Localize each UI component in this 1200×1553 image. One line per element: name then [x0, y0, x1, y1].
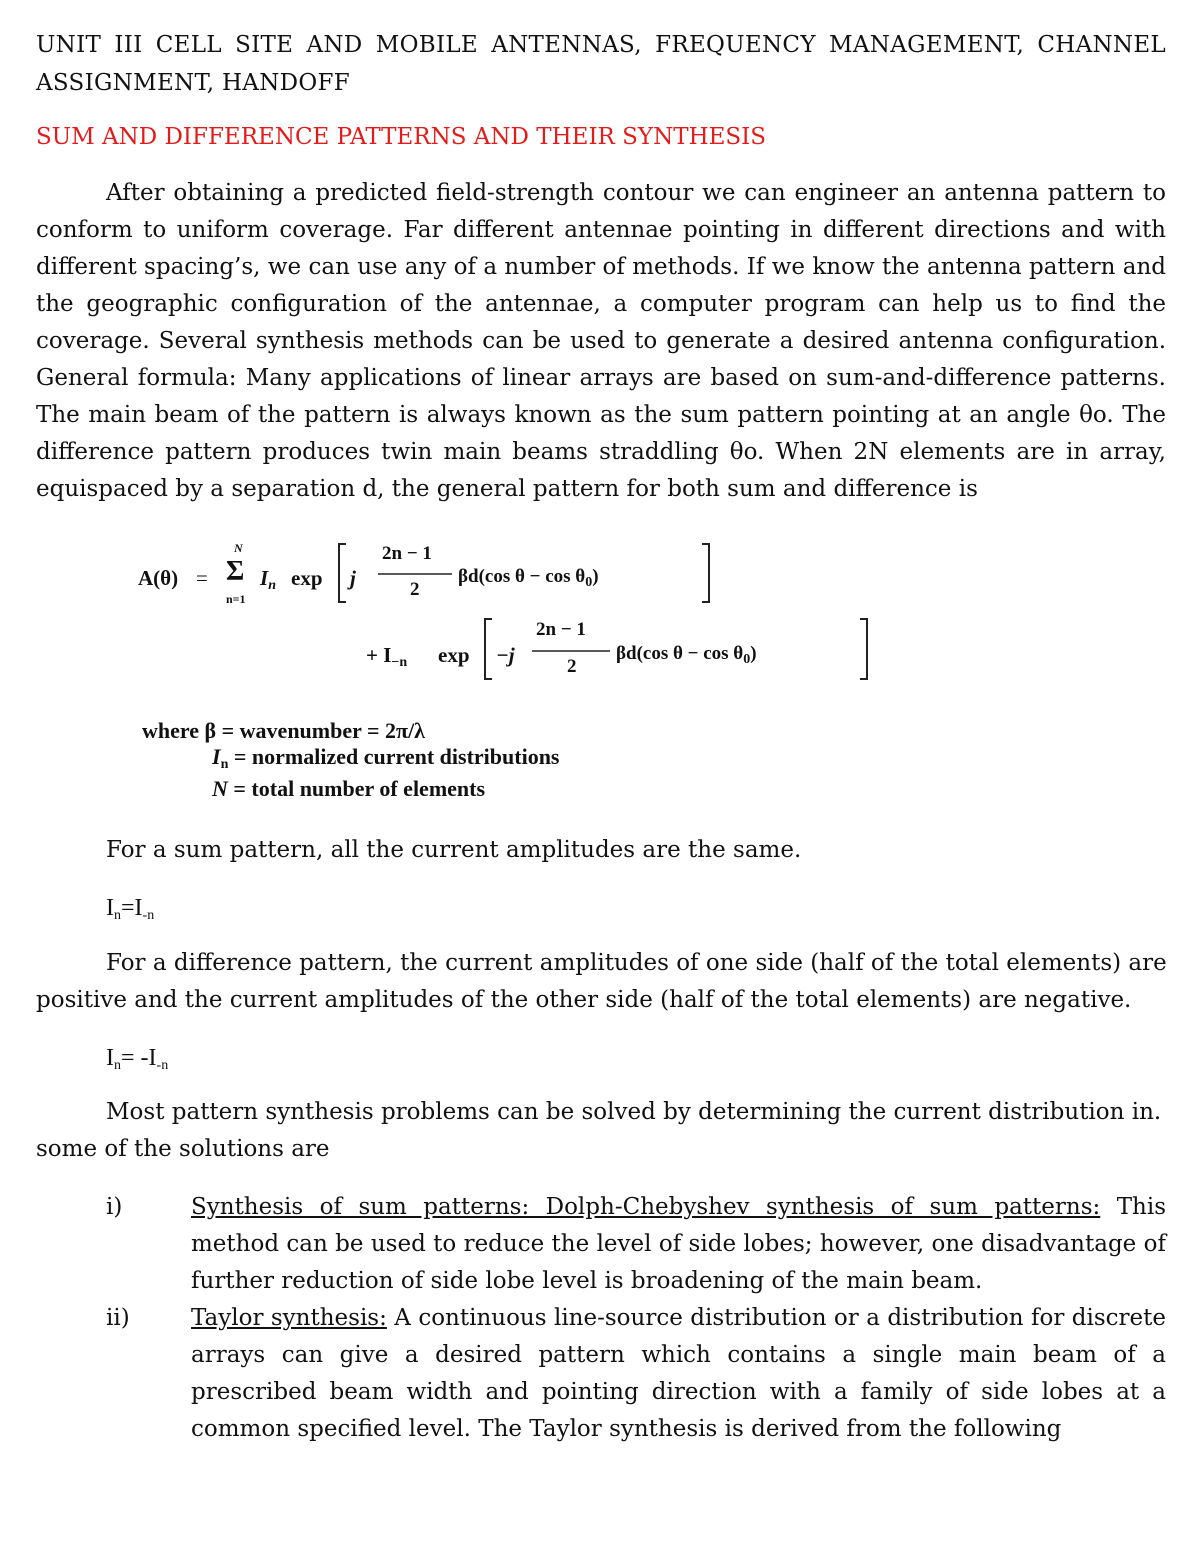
sigma-lower: n=1 [226, 592, 246, 606]
diff-pattern-text-2: positive and the current amplitudes of the other side (half of the total elements) are negative. [36, 987, 1132, 1013]
def-i: $I_n$ = normalized current distributions [212, 744, 560, 772]
exp-2: exp [438, 643, 470, 667]
sum-pattern-text: For a sum pattern, all the current amplitudes are the same. [106, 837, 802, 863]
coef-i-neg-n: + $I_{-n}$ [366, 643, 408, 670]
bracket-text-2: βd(cos $\theta - \cos \theta_0$) [616, 643, 757, 667]
right-bracket-2 [860, 619, 867, 679]
section-title: SUM AND DIFFERENCE PATTERNS AND THEIR SYNTHESIS [36, 124, 767, 150]
coef-in: $I_n$ [260, 566, 276, 593]
most-text-1: Most pattern synthesis problems can be solved by determining the current distribution in. [106, 1099, 1162, 1125]
right-bracket [702, 544, 709, 602]
exp-1: exp [291, 566, 323, 590]
j-2: −j [496, 643, 515, 667]
list-item [191, 1189, 1166, 1300]
list-item-number: ii) [106, 1305, 130, 1331]
list-item [191, 1300, 1166, 1448]
sum-equation: $I_n=I_{-n}$ [106, 895, 155, 923]
list-item-title: Taylor synthesis: [191, 1305, 387, 1331]
frac-den-1: 2 [410, 579, 420, 600]
diff-pattern-text-1: For a difference pattern, the current amplitudes of one side (half of the total elements) are [106, 950, 1167, 976]
left-bracket-2 [485, 619, 492, 679]
diff-equation: $I_n= -I_{-n}$ [106, 1045, 169, 1073]
left-bracket [339, 544, 346, 602]
where-beta: where β = wavenumber = 2π/λ [142, 718, 425, 743]
list-item-text: This method can be used to reduce the level of side lobes; however, one disadvantage of further reduction of side lobe level is broadening of the main beam. [191, 1194, 1167, 1294]
list-item-title: Synthesis of sum patterns: Dolph-Chebyshev synthesis of sum patterns: [191, 1194, 1101, 1220]
frac-num-2: 2n − 1 [536, 619, 586, 640]
sigma-upper: N [234, 541, 243, 555]
intro-paragraph: After obtaining a predicted field-strength contour we can engineer an antenna pattern to conform to uniform coverage. Far different antennae pointing in different directions and with different spacing’s, we can use any of a number of methods. If we know the antenna pattern and the geographic configuration of the antennae, a computer program can help us to find the coverage. Several synthesis methods can be used to generate a desired antenna configuration. General formula: Many applications of linear arrays are based on sum-and-difference patterns. The main beam of the pattern is always known as the sum pattern pointing at an angle θo. The difference pattern produces twin main beams straddling θo. When 2N elements are in array, equispaced by a separation d, the general pattern for both sum and difference is [36, 180, 1166, 502]
sigma-symbol: Σ [226, 556, 245, 587]
j-1: j [350, 566, 356, 590]
def-n: N = total number of elements [212, 776, 486, 801]
unit-title: UNIT III CELL SITE AND MOBILE ANTENNAS, FREQUENCY MANAGEMENT, CHANNEL ASSIGNMENT, HANDOFF [36, 32, 1166, 96]
bracket-text-1: βd(cos $\theta - \cos \theta_0$) [458, 566, 599, 590]
list-item-text: A continuous line-source distribution or a distribution for discrete arrays can give a desired pattern which contains a single main beam of a prescribed beam width and pointing direction with a family of side lobes at a common specified level. The Taylor synthesis is derived from the following [191, 1305, 1167, 1442]
frac-num-1: 2n − 1 [382, 543, 432, 564]
list-item-number: i) [106, 1194, 123, 1220]
most-text-2: some of the solutions are [36, 1136, 330, 1162]
frac-den-2: 2 [567, 656, 577, 677]
formula-equals: = [196, 566, 208, 590]
formula-lhs: A(θ) [138, 566, 179, 590]
